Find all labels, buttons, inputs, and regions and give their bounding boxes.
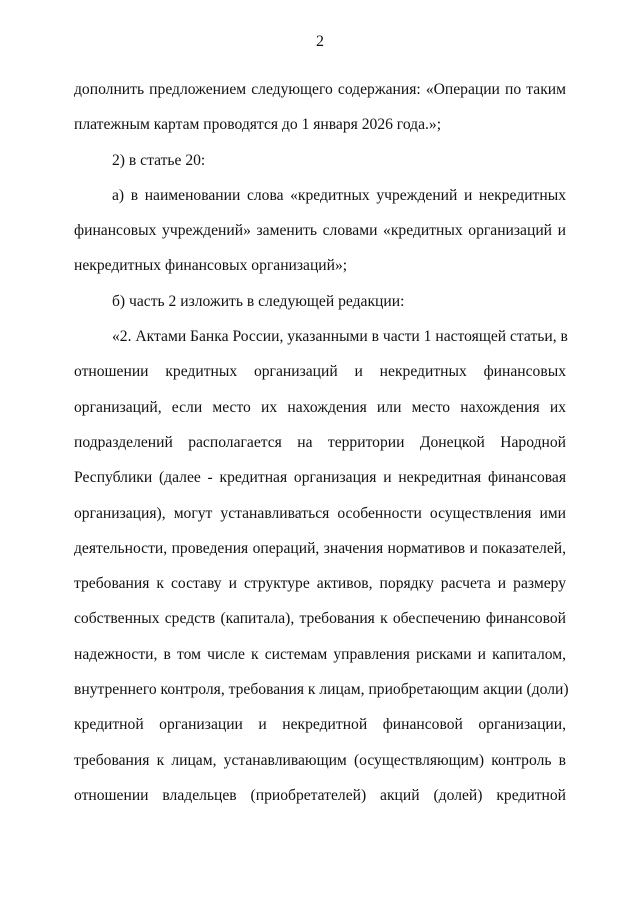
text-line: Республики (далее - кредитная организация и некредитная финансовая <box>74 469 566 487</box>
text-line: финансовых учреждений» заменить словами «кредитных организаций и <box>74 222 566 240</box>
text-line: дополнить предложением следующего содержания: «Операции по таким <box>74 81 566 98</box>
text-line: требования к лицам, устанавливающим (осуществляющим) контроль в <box>74 751 566 769</box>
text-line: деятельности, проведения операций, значения нормативов и показателей, <box>74 539 566 557</box>
text-line: подразделений располагается на территории Донецкой Народной <box>74 433 566 451</box>
text-line: платежным картам проводятся до 1 января 2026 года.»; <box>74 116 442 134</box>
text-line: 2) в статье 20: <box>112 151 206 169</box>
text-line: организация), могут устанавливаться особенности осуществления ими <box>74 504 566 522</box>
text-line: собственных средств (капитала), требования к обеспечению финансовой <box>74 610 566 628</box>
text-line: «2. Актами Банка России, указанными в части 1 настоящей статьи, в <box>112 328 568 346</box>
text-line: б) часть 2 изложить в следующей редакции: <box>112 292 405 310</box>
document-body <box>74 76 569 817</box>
text-line: а) в наименовании слова «кредитных учреждений и некредитных <box>112 186 566 204</box>
text-line: внутреннего контроля, требования к лицам, приобретающим акции (доли) <box>74 681 569 699</box>
text-line: требования к составу и структуре активов, порядку расчета и размеру <box>74 575 566 593</box>
text-line: отношении кредитных организаций и некредитных финансовых <box>74 363 566 381</box>
text-line: организаций, если место их нахождения или место нахождения их <box>74 398 566 416</box>
text-line: отношении владельцев (приобретателей) акций (долей) кредитной <box>74 786 566 804</box>
page-number: 2 <box>316 33 324 50</box>
text-line: некредитных финансовых организаций»; <box>74 257 348 275</box>
text-line: кредитной организации и некредитной финансовой организации, <box>74 716 566 734</box>
text-line: надежности, в том числе к системам управления рисками и капиталом, <box>74 645 566 663</box>
